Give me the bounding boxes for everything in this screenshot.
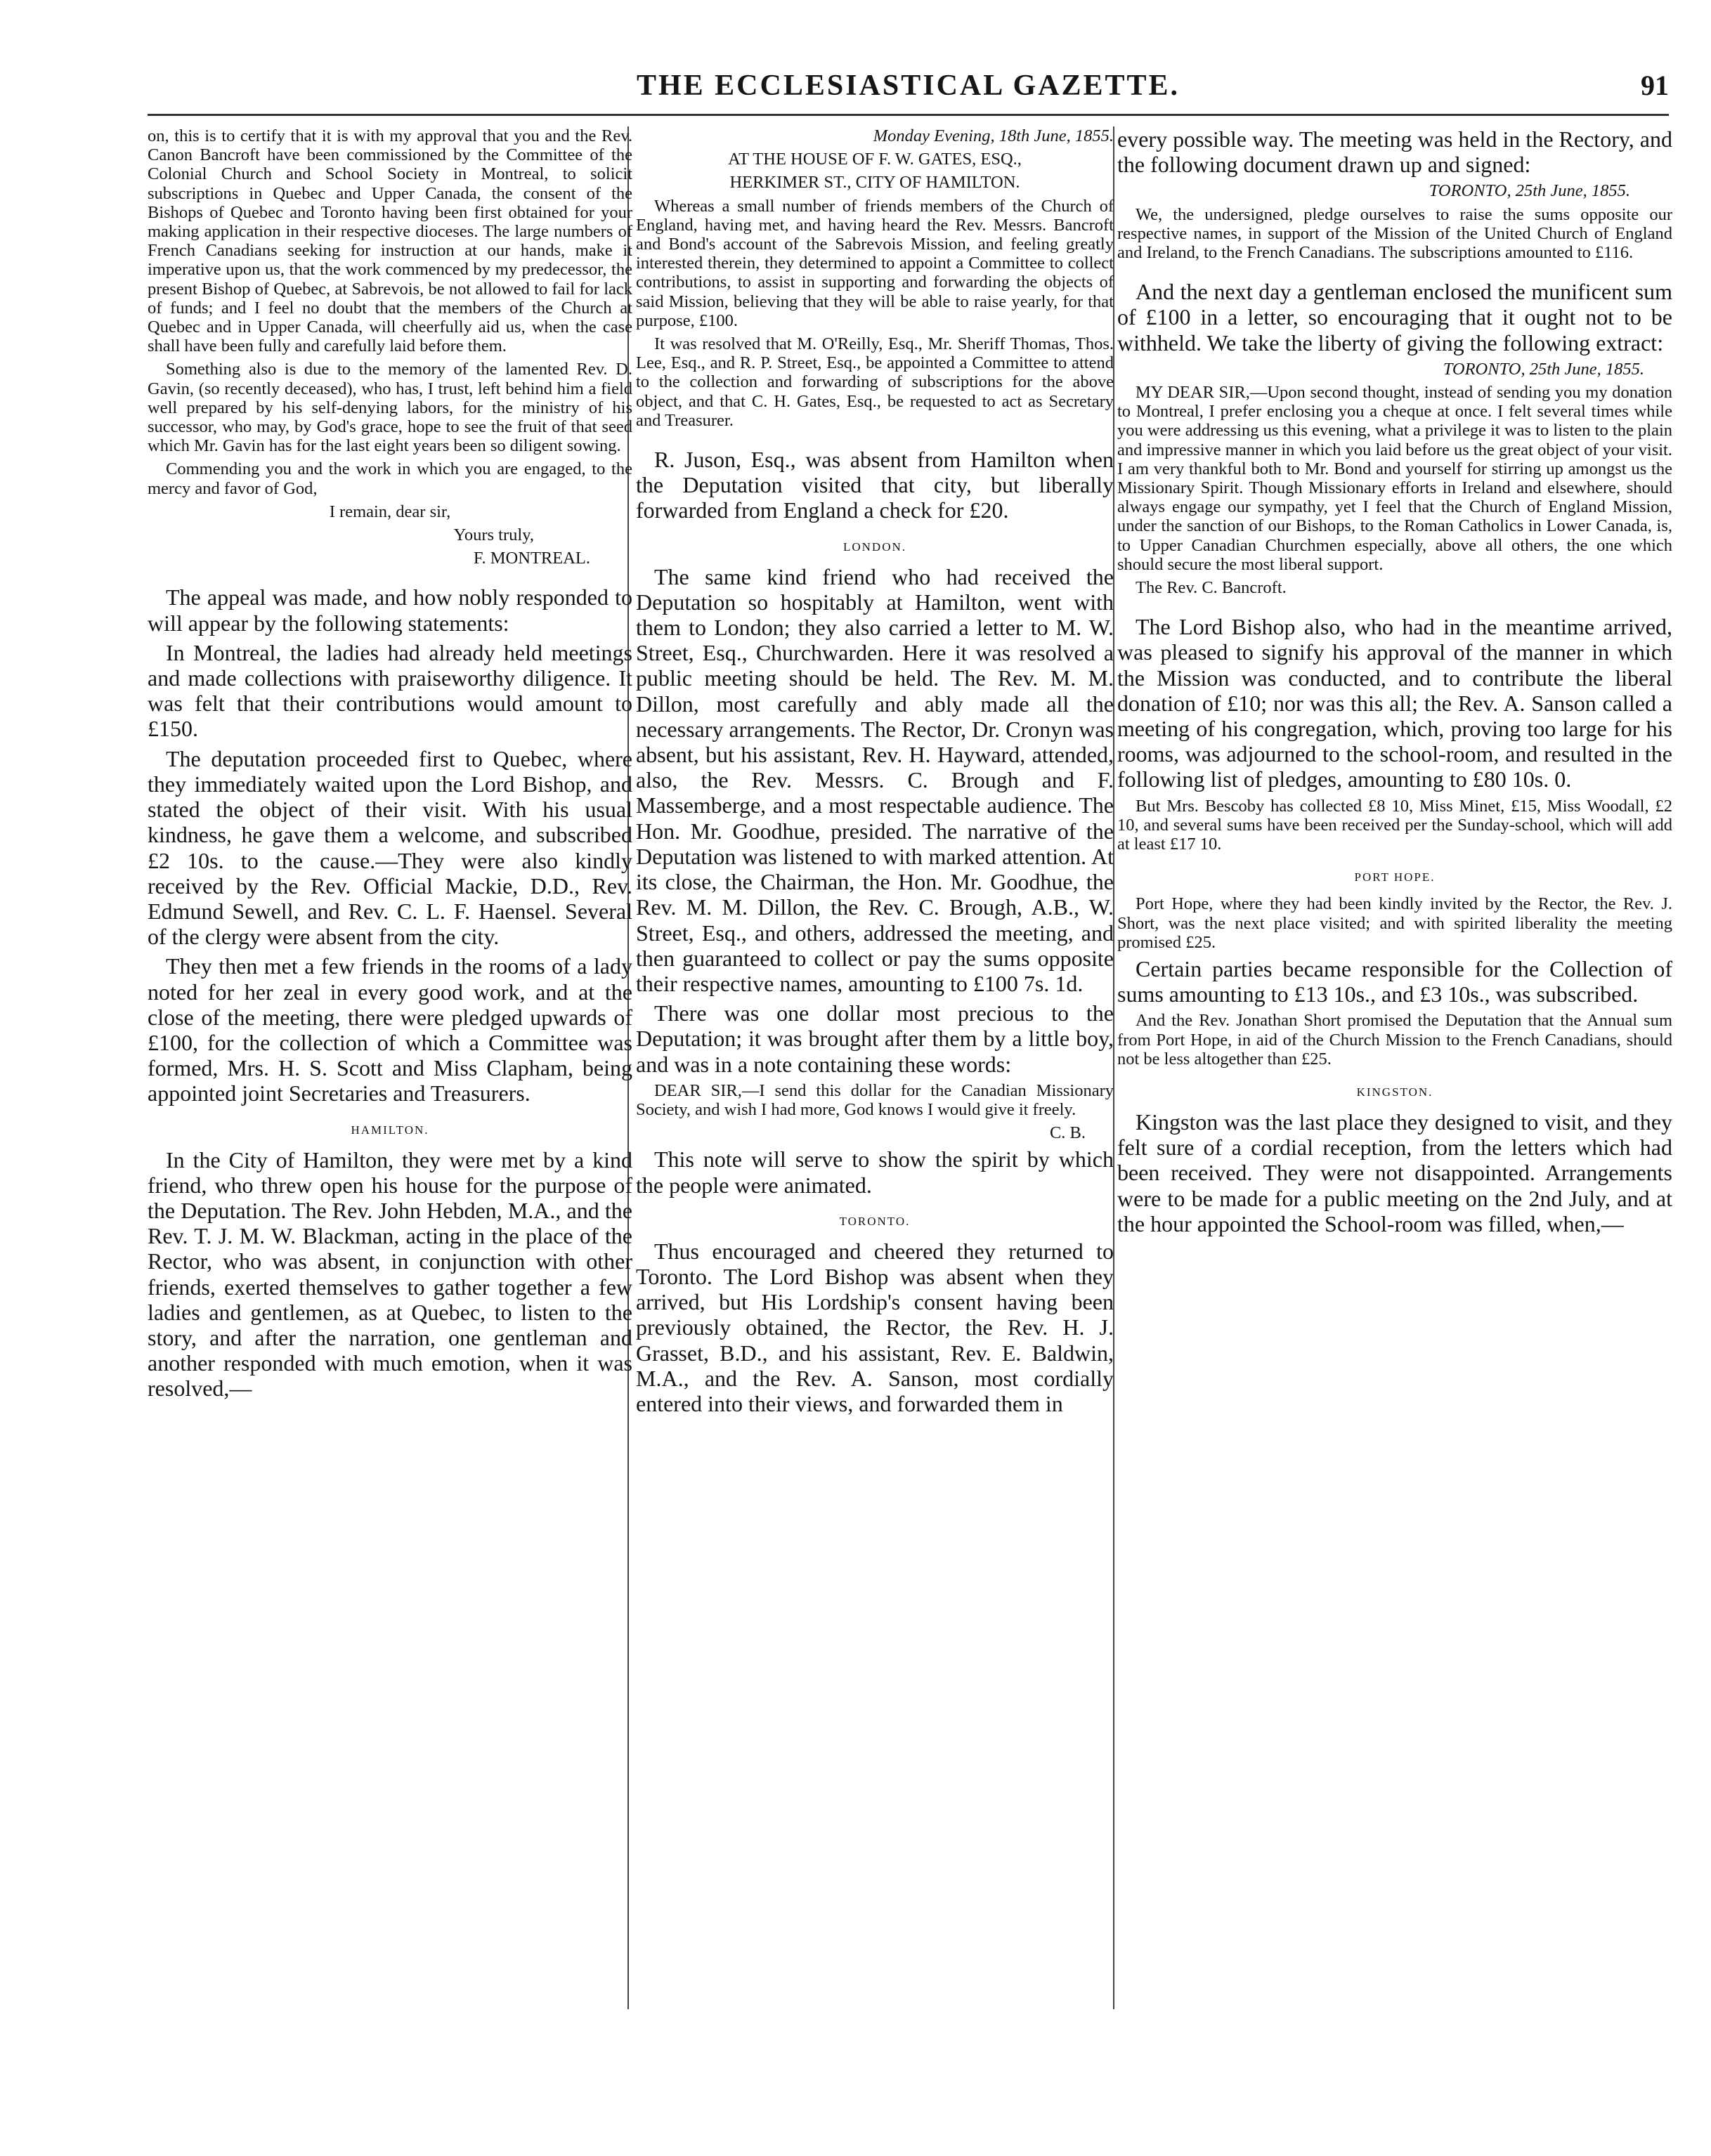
dateline: TORONTO, 25th June, 1855. <box>1429 181 1630 201</box>
section-heading: HAMILTON. <box>351 1123 429 1137</box>
body-paragraph-small: And the Rev. Jonathan Short promised the Deputation that the Annual sum from Port Hope, in aid of the Church Mission to the French Canadians, should not be less altogether than £25. <box>1117 1011 1672 1069</box>
header-rule <box>148 114 1669 116</box>
letter-extract: MY DEAR SIR,—Upon second thought, instead of sending you my donation to Montreal, I prefer enclosing you a cheque at once. I felt several times while you were addressing us this evening, what a privilege it was to listen to the plain and impressive manner in which you laid before us the great object of your visit. I am very thankful both to Mr. Bond and yourself for stirring up amongst us the Missionary Spirit. Though Missionary efforts in Ireland and elsewhere, should always engage our sympathy, yet I feel that the Church of England Mission, under the sanction of our Bishops, to the Roman Catholics in Lower Canada, is, to Upper Canadian Churchmen especially, above all others, the one which should secure the most liberal support. <box>1117 383 1672 574</box>
body-paragraph: The deputation proceeded first to Quebec, where they immediately waited upon the Lord Bishop, and stated the object of their visit. With his usual kindness, he gave them a welcome, and subscribed £2 10s. to the cause.—They were also kindly received by the Rev. Official Mackie, D.D., Rev. Edmund Sewell, and Rev. C. L. F. Haensel. Several of the clergy were absent from the city. <box>148 745 632 950</box>
place-line: HERKIMER ST., CITY OF HAMILTON. <box>729 173 1020 192</box>
column-middle <box>636 126 1114 2129</box>
body-paragraph: Kingston was the last place they designed to visit, and they felt sure of a cordial reception, from the letters which had been received. They were not disappointed. Arrangements were to be made for a public meeting on the 2nd July, and at the hour appointed the School-room was filled, when,— <box>1117 1109 1672 1236</box>
body-paragraph: There was one dollar most precious to the Deputation; it was brought after them by a little boy, and was in a note containing these words: <box>636 1000 1114 1077</box>
body-paragraph: The Lord Bishop also, who had in the meantime arrived, was pleased to signify his approval of the manner in which the Mission was conducted, and to contribute the liberal donation of £10; nor was this all; the Rev. A. Sanson called a meeting of his congregation, which, proving too large for his rooms, was adjourned to the school-room, and resulted in the following list of pledges, amounting to £80 10s. 0. <box>1117 614 1672 792</box>
body-paragraph: This note will serve to show the spirit by which the people were animated. <box>636 1146 1114 1198</box>
section-heading: TORONTO. <box>839 1214 911 1228</box>
body-paragraph: They then met a few friends in the rooms of a lady noted for her zeal in every good work, and at the close of the meeting, there were pledged upwards of £100, for the collection of which a Committee was formed, Mrs. H. S. Scott and Miss Clapham, being appointed joint Secretaries and Treasurers. <box>148 953 632 1106</box>
pledge-paragraph: We, the undersigned, pledge ourselves to raise the sums opposite our respective names, in support of the Mission of the United Church of England and Ireland, to the French Canadians. The subscriptions amounted to £116. <box>1117 204 1672 263</box>
quoted-note: DEAR SIR,—I send this dollar for the Canadian Missionary Society, and wish I had more, God knows I would give it freely. <box>636 1080 1114 1119</box>
place-line: AT THE HOUSE OF F. W. GATES, ESQ., <box>728 150 1022 169</box>
note-initials: C. B. <box>1049 1123 1086 1143</box>
page-number: 91 <box>1641 70 1669 101</box>
body-paragraph: every possible way. The meeting was held in the Rectory, and the following document drawn up and signed: <box>1117 126 1672 178</box>
letter-signature: F. MONTREAL. <box>473 549 590 568</box>
letter-closing: Yours truly, <box>453 525 534 545</box>
letter-addressee: The Rev. C. Bancroft. <box>1136 578 1287 598</box>
dateline: TORONTO, 25th June, 1855. <box>1443 359 1644 379</box>
body-paragraph: Thus encouraged and cheered they returned to Toronto. The Lord Bishop was absent when they arrived, but His Lordship's consent having been previously obtained, the Rector, the Rev. H. J. Grasset, B.D., and his assistant, Rev. E. Baldwin, M.A., and the Rev. A. Sanson, most cordially entered into their views, and forwarded them in <box>636 1238 1114 1416</box>
letter-closing: I remain, dear sir, <box>329 502 451 521</box>
body-paragraph: And the next day a gentleman enclosed the munificent sum of £100 in a letter, so encouraging that it ought not to be withheld. We take the liberty of giving the following extract: <box>1117 279 1672 355</box>
page-header <box>148 69 1669 111</box>
letter-paragraph: Something also is due to the memory of the lamented Rev. D. Gavin, (so recently deceased), who has, I trust, left behind him a field well prepared by his self-denying labors, for the ministry of his successor, who may, by God's grace, hope to see the fruit of that seed which Mr. Gavin has for the last eight years been so diligent sowing. <box>148 360 632 456</box>
body-paragraph: R. Juson, Esq., was absent from Hamilton when the Deputation visited that city, but liberally forwarded from England a check for £20. <box>636 447 1114 523</box>
section-heading: PORT HOPE. <box>1354 870 1436 884</box>
body-paragraph: The appeal was made, and how nobly responded to will appear by the following statements: <box>148 584 632 636</box>
section-heading: LONDON. <box>843 540 907 554</box>
running-title: THE ECCLESIASTICAL GAZETTE. <box>636 70 1180 102</box>
pledge-note: But Mrs. Bescoby has collected £8 10, Miss Minet, £15, Miss Woodall, £2 10, and several sums have been received per the Sunday-school, which will add at least £17 10. <box>1117 796 1672 854</box>
section-heading: KINGSTON. <box>1356 1085 1433 1099</box>
resolution-paragraph: Whereas a small number of friends members of the Church of England, having met, and having heard the Rev. Messrs. Bancroft and Bond's account of the Sabrevois Mission, and feeling greatly interested therein, they determined to appoint a Committee to collect contributions, to assist in supporting and forwarding the objects of said Mission, believing that they will be able to raise yearly, for that purpose, £100. <box>636 196 1114 330</box>
letter-paragraph: on, this is to certify that it is with my approval that you and the Rev. Canon Bancroft have been commissioned by the Committee of the Colonial Church and School Society in Montreal, to solicit subscriptions in Quebec and Upper Canada, the consent of the Bishops of Quebec and Toronto having been first obtained for your making application in their respective dioceses. The large numbers of French Canadians seeking for instruction at our hands, make it imperative upon us, that the work commenced by my predecessor, the present Bishop of Quebec, at Sabrevois, be not allowed to fail for lack of funds; and I feel no doubt that the members of the Church at Quebec and in Upper Canada, will cheerfully aid us, when the case shall have been fully and carefully laid before them. <box>148 126 632 356</box>
dateline: Monday Evening, 18th June, 1855. <box>873 126 1114 145</box>
column-left <box>148 126 632 2129</box>
body-paragraph: In Montreal, the ladies had already held meetings and made collections with praiseworthy diligence. It was felt that their contributions would amount to £150. <box>148 639 632 742</box>
body-paragraph: Certain parties became responsible for the Collection of sums amounting to £13 10s., and £3 10s., was subscribed. <box>1117 955 1672 1007</box>
body-paragraph-small: Port Hope, where they had been kindly invited by the Rector, the Rev. J. Short, was the next place visited; and with spirited liberality the meeting promised £25. <box>1117 894 1672 952</box>
resolution-paragraph: It was resolved that M. O'Reilly, Esq., Mr. Sheriff Thomas, Thos. Lee, Esq., and R. P. Street, Esq., be appointed a Committee to attend to the collection and forwarding of subscriptions for the above object, and that C. H. Gates, Esq., be requested to act as Secretary and Treasurer. <box>636 334 1114 430</box>
column-right <box>1117 126 1672 2129</box>
letter-paragraph: Commending you and the work in which you are engaged, to the mercy and favor of God, <box>148 459 632 498</box>
body-paragraph: The same kind friend who had received the Deputation so hospitably at Hamilton, went with them to London; they also carried a letter to M. W. Street, Esq., Churchwarden. Here it was resolved a public meeting should be held. The Rev. M. M. Dillon, most carefully and ably made all the necessary arrangements. The Rector, Dr. Cronyn was absent, but his assistant, Rev. H. Hayward, attended, also, the Rev. Messrs. C. Brough and F. Massemberge, and a most respectable audience. The Hon. Mr. Goodhue, presided. The narrative of the Deputation was listened to with marked attention. At its close, the Chairman, the Hon. Mr. Goodhue, the Rev. M. M. Dillon, the Rev. C. Brough, A.B., W. Street, Esq., and others, addressed the meeting, and then guaranteed to collect or pay the sums opposite their respective names, amounting to £100 7s. 1d. <box>636 563 1114 996</box>
body-paragraph: In the City of Hamilton, they were met by a kind friend, who threw open his house for the purpose of the Deputation. The Rev. John Hebden, M.A., and the Rev. T. J. M. W. Blackman, acting in the place of the Rector, who was absent, in conjunction with other friends, exerted themselves to gather together a few ladies and gentlemen, as at Quebec, to listen to the story, and after the narration, one gentleman and another responded with much emotion, when it was resolved,— <box>148 1146 632 1402</box>
